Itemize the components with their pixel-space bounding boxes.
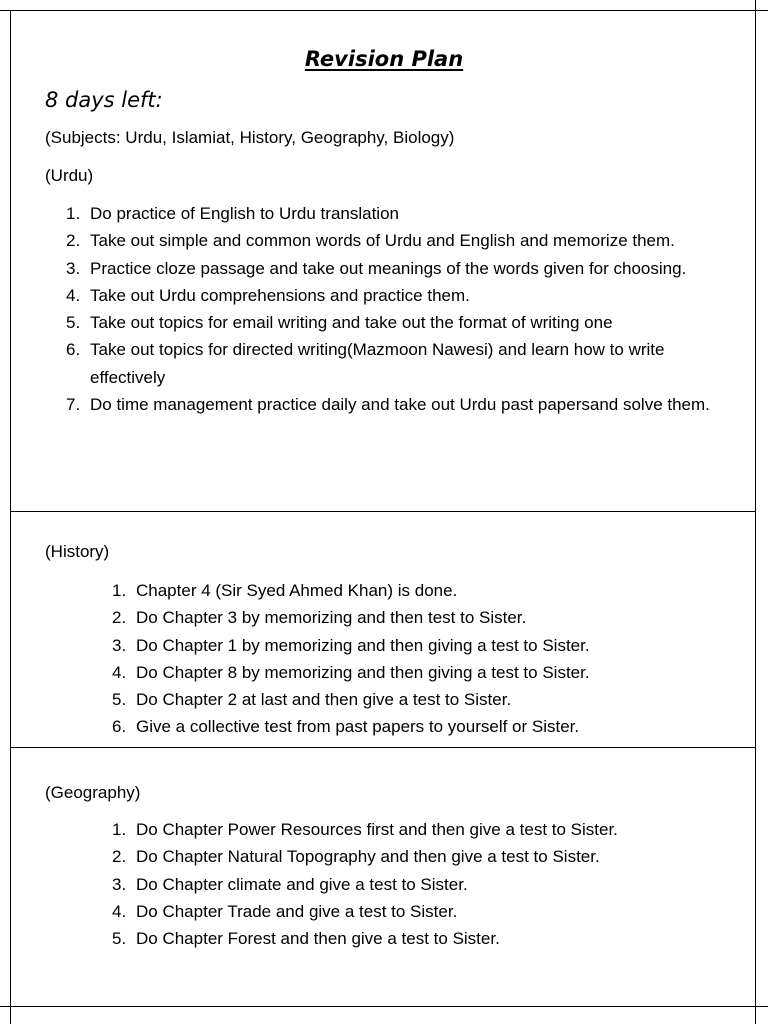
table-border-right (755, 0, 756, 1024)
list-item-number: 1. (66, 204, 81, 223)
list-item (112, 713, 732, 740)
list-item-number: 5. (112, 929, 127, 949)
list-item-text: Take out topics for directed writing(Mazmoon Nawesi) and learn how to write effectively (90, 340, 665, 387)
list-item-text: Do practice of English to Urdu translation (90, 204, 399, 223)
list-item (112, 686, 732, 713)
list-item-number: 4. (112, 901, 127, 921)
list-item-text: Take out topics for email writing and take out the format of writing one (90, 313, 613, 333)
list-item-number: 5. (112, 690, 127, 710)
subjects-line: (Subjects: Urdu, Islamiat, History, Geography, Biology) (45, 128, 455, 147)
days-left-heading: 8 days left: (45, 88, 163, 112)
urdu-heading: (Urdu) (45, 166, 94, 185)
table-divider-urdu-history (10, 511, 755, 512)
list-item-text: Do Chapter 2 at last and then give a test to Sister. (136, 690, 512, 710)
list-item-text: Take out simple and common words of Urdu and English and memorize them. (90, 231, 675, 251)
list-item-text: Do Chapter Power Resources first and then give a test to Sister. (136, 820, 618, 839)
list-item-text: Do Chapter Natural Topography and then give a test to Sister. (136, 847, 600, 867)
geography-heading: (Geography) (45, 783, 141, 802)
list-item-number: 4. (112, 662, 127, 682)
list-item (66, 282, 726, 309)
list-item-number: 7. (66, 395, 81, 415)
list-item-number: 4. (66, 285, 81, 305)
list-item (112, 604, 732, 631)
list-item-text: Do time management practice daily and take out Urdu past papersand solve them. (90, 395, 710, 415)
history-list (112, 577, 732, 741)
document-title: Revision Plan (304, 47, 464, 71)
list-item-number: 6. (66, 340, 81, 360)
list-item-text: Do Chapter Trade and give a test to Sister. (136, 901, 458, 921)
list-item (112, 659, 732, 686)
list-item-number: 3. (66, 258, 81, 278)
list-item-number: 6. (112, 717, 127, 737)
list-item-text: Take out Urdu comprehensions and practice them. (90, 285, 470, 305)
list-item (66, 309, 726, 336)
list-item-text: Do Chapter 3 by memorizing and then test to Sister. (136, 608, 527, 628)
list-item (112, 843, 732, 870)
list-item-text: Do Chapter Forest and then give a test to Sister. (136, 929, 500, 949)
list-item (66, 200, 726, 227)
urdu-list (66, 200, 726, 418)
list-item-text: Practice cloze passage and take out meanings of the words given for choosing. (90, 258, 687, 278)
list-item (112, 816, 732, 843)
list-item-number: 2. (112, 847, 127, 867)
table-divider-history-geography (10, 747, 755, 748)
history-heading: (History) (45, 542, 110, 561)
table-border-bottom (0, 1006, 768, 1007)
list-item-number: 1. (112, 820, 127, 839)
list-item (112, 577, 732, 604)
list-item-text: Do Chapter climate and give a test to Sister. (136, 874, 468, 894)
list-item (66, 336, 726, 391)
list-item (66, 227, 726, 254)
list-item (66, 391, 726, 418)
list-item-text: Do Chapter 8 by memorizing and then giving a test to Sister. (136, 662, 590, 682)
list-item (112, 898, 732, 925)
list-item (66, 255, 726, 282)
list-item-text: Do Chapter 1 by memorizing and then giving a test to Sister. (136, 635, 590, 655)
list-item-number: 3. (112, 874, 127, 894)
geography-list (112, 816, 732, 952)
table-border-top (0, 10, 768, 11)
list-item-number: 2. (66, 231, 81, 251)
list-item-number: 2. (112, 608, 127, 628)
list-item-number: 1. (112, 581, 127, 600)
list-item-number: 3. (112, 635, 127, 655)
list-item-text: Chapter 4 (Sir Syed Ahmed Khan) is done. (136, 581, 458, 600)
list-item-number: 5. (66, 313, 81, 333)
list-item (112, 871, 732, 898)
list-item (112, 632, 732, 659)
list-item (112, 925, 732, 952)
list-item-text: Give a collective test from past papers to yourself or Sister. (136, 717, 580, 737)
table-border-left (10, 10, 11, 1024)
